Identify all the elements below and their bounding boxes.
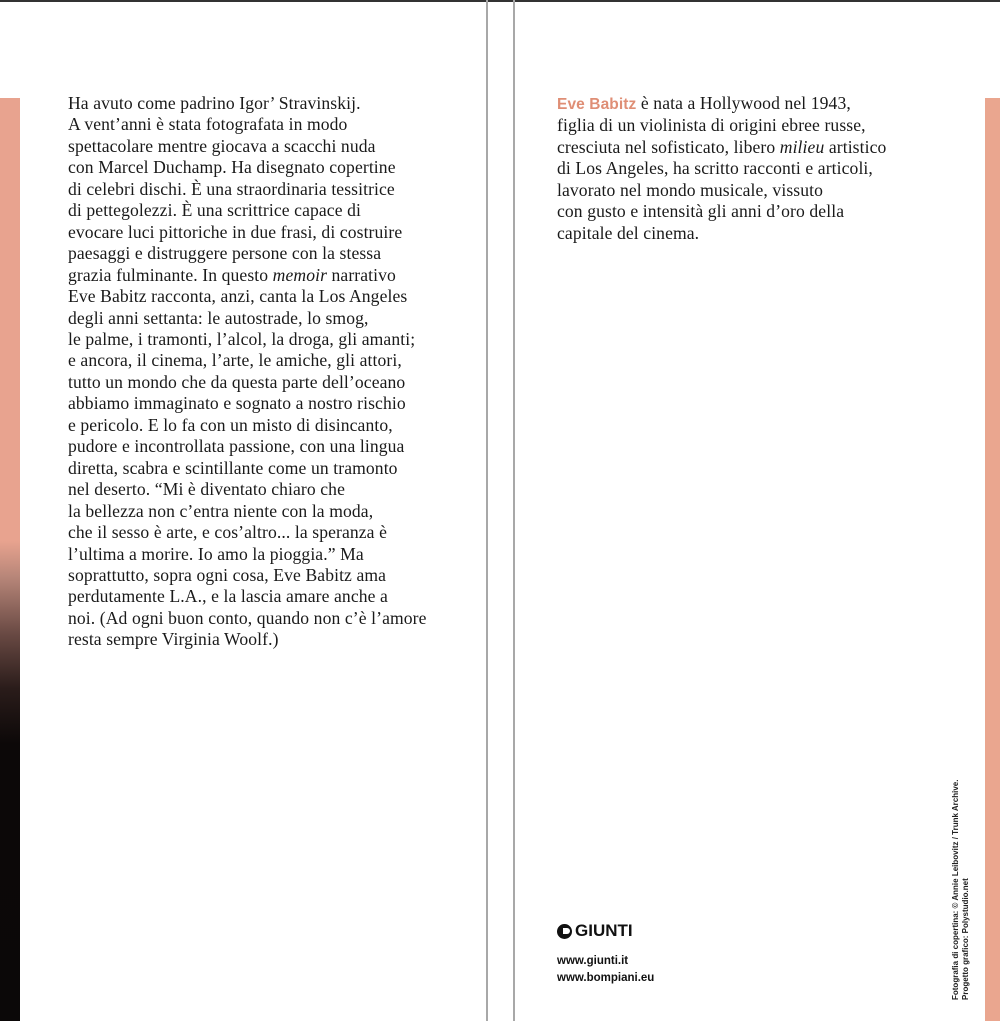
text-line: grazia fulminante. In questo memoir narrativo xyxy=(68,264,396,285)
text-line: Eve Babitz racconta, anzi, canta la Los Angeles xyxy=(68,286,408,307)
publisher-logo: GIUNTI xyxy=(557,921,633,941)
text-line: degli anni settanta: le autostrade, lo smog, xyxy=(68,307,369,328)
publisher-urls xyxy=(557,953,654,987)
text-line: diretta, scabra e scintillante come un tramonto xyxy=(68,457,398,478)
text-line: resta sempre Virginia Woolf.) xyxy=(68,629,279,650)
top-border xyxy=(0,0,1000,2)
text-line: con Marcel Duchamp. Ha disegnato copertine xyxy=(68,157,396,178)
text-line: soprattutto, sopra ogni cosa, Eve Babitz ama xyxy=(68,564,387,585)
text-line: e ancora, il cinema, l’arte, le amiche, gli attori, xyxy=(68,350,402,371)
text-line: che il sesso è arte, e cos’altro... la speranza è xyxy=(68,522,387,543)
text-line: tutto un mondo che da questa parte dell’oceano xyxy=(68,371,406,392)
text-line: pudore e incontrollata passione, con una lingua xyxy=(68,436,405,457)
text-line: di Los Angeles, ha scritto racconti e articoli, xyxy=(557,158,873,179)
text-line: di celebri dischi. È una straordinaria tessitrice xyxy=(68,178,395,199)
fold-line-left xyxy=(486,0,488,1021)
text-line: noi. (Ad ogni buon conto, quando non c’è l’amore xyxy=(68,607,427,628)
giunti-logo-icon xyxy=(557,924,572,939)
accent-strip xyxy=(985,98,1000,1021)
cover-photo-edge xyxy=(0,98,20,1021)
url-bompiani[interactable]: www.bompiani.eu xyxy=(557,972,655,984)
text-line: lavorato nel mondo musicale, vissuto xyxy=(557,179,823,200)
text-line: paesaggi e distruggere persone con la stessa xyxy=(68,243,382,264)
text-line: con gusto e intensità gli anni d’oro della xyxy=(557,201,845,222)
cover-credits xyxy=(951,780,971,1000)
fold-line-right xyxy=(513,0,515,1021)
text-line: abbiamo immaginato e sognato a nostro rischio xyxy=(68,393,406,414)
text-line: la bellezza non c’entra niente con la moda, xyxy=(68,500,374,521)
text-line: A vent’anni è stata fotografata in modo xyxy=(68,114,348,135)
blurb-text xyxy=(68,93,427,651)
text-line: cresciuta nel sofisticato, libero milieu artistico xyxy=(557,136,887,157)
text-line: l’ultima a morire. Io amo la pioggia.” Ma xyxy=(68,543,364,564)
text-line: spettacolare mentre giocava a scacchi nuda xyxy=(68,135,376,156)
author-bio xyxy=(557,93,886,244)
text-line: perdutamente L.A., e la lascia amare anche a xyxy=(68,586,388,607)
url-giunti[interactable]: www.giunti.it xyxy=(557,955,629,967)
text-line: di pettegolezzi. È una scrittrice capace di xyxy=(68,200,361,221)
author-name: Eve Babitz xyxy=(557,96,637,113)
text-line: capitale del cinema. xyxy=(557,222,700,243)
text-line: le palme, i tramonti, l’alcol, la droga, gli amanti; xyxy=(68,328,416,349)
bio-first-line: Eve Babitz è nata a Hollywood nel 1943, xyxy=(557,93,851,113)
design-credit: Progetto grafico: Polystudio.net xyxy=(961,878,970,1000)
text-line: figlia di un violinista di origini ebree russe, xyxy=(557,115,866,136)
text-line: evocare luci pittoriche in due frasi, di costruire xyxy=(68,221,403,242)
text-line: e pericolo. E lo fa con un misto di disincanto, xyxy=(68,414,393,435)
photo-credit: Fotografia di copertina: © Annie Leibovitz / Trunk Archive. xyxy=(951,779,960,1000)
text-line: nel deserto. “Mi è diventato chiaro che xyxy=(68,479,345,500)
text-line: Ha avuto come padrino Igor’ Stravinskij. xyxy=(68,93,361,113)
